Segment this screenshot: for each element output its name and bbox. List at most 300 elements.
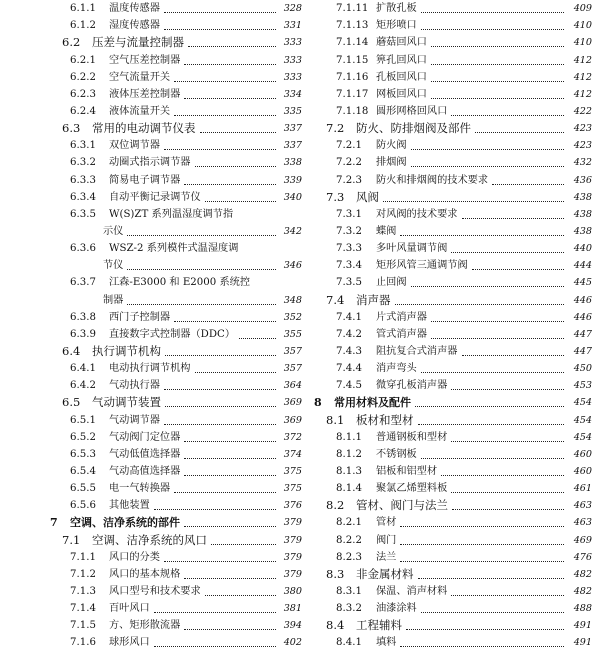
toc-entry-number: 7.3.1: [336, 208, 362, 220]
toc-entry-title: 保温、消声材料: [376, 585, 448, 597]
dot-leader: [421, 458, 564, 459]
dot-leader: [184, 64, 276, 65]
toc-entry[interactable]: [0, 274, 302, 291]
toc-entry-page: 328: [283, 3, 302, 15]
dot-leader: [205, 201, 276, 202]
toc-entry-number: 6.1.1: [70, 3, 96, 15]
toc-entry[interactable]: [0, 240, 302, 257]
toc-entry[interactable]: [304, 137, 600, 154]
toc-entry[interactable]: [0, 0, 302, 17]
dot-leader: [400, 561, 564, 562]
toc-entry-title: 圆形网格回风口: [376, 105, 448, 117]
toc-entry-number: 6.3.1: [70, 140, 96, 152]
toc-entry[interactable]: [0, 17, 302, 34]
toc-entry-title: 排烟阀: [376, 157, 407, 169]
toc-entry-page: 335: [283, 105, 302, 117]
toc-entry-page: 348: [283, 294, 302, 306]
toc-entry[interactable]: [0, 566, 302, 583]
toc-entry[interactable]: [304, 0, 600, 17]
toc-entry-title: 板材和型材: [356, 412, 414, 427]
toc-entry-title: 直接数字式控制器（DDC）: [109, 328, 236, 340]
toc-entry-page: 410: [573, 37, 592, 49]
toc-entry-page: 482: [573, 585, 592, 597]
toc-entry-title: 方、矩形散流器: [109, 620, 181, 632]
toc-entry[interactable]: [0, 154, 302, 171]
toc-entry[interactable]: [304, 394, 600, 411]
toc-entry-title: 非金属材料: [356, 566, 414, 581]
toc-entry-number: 7.1.18: [336, 105, 369, 117]
toc-entry-number: 7.1.13: [336, 20, 369, 32]
dot-leader: [205, 595, 276, 596]
toc-entry[interactable]: [0, 51, 302, 68]
toc-entry[interactable]: [0, 600, 302, 617]
toc-entry-number: 7.4.2: [336, 328, 362, 340]
toc-entry-page: 491: [573, 620, 592, 632]
toc-entry-number: 6.3.4: [70, 191, 96, 203]
toc-entry-title: 气动调节装置: [92, 395, 161, 410]
toc-entry-number: 6.3.9: [70, 328, 96, 340]
toc-entry[interactable]: [304, 291, 600, 308]
toc-entry-number: 6.4.2: [70, 380, 96, 392]
toc-entry[interactable]: [304, 206, 600, 223]
toc-entry-title: 矩形风管三通调节阀: [376, 260, 468, 272]
toc-entry-page: 369: [283, 414, 302, 426]
toc-entry-number: 6.3.3: [70, 174, 96, 186]
toc-entry-title: 湿度传感器: [109, 20, 160, 32]
toc-entry-title: 空气压差控制器: [109, 54, 181, 66]
toc-entry-title: 消声弯头: [376, 363, 417, 375]
dot-leader: [451, 492, 564, 493]
dot-leader: [184, 578, 276, 579]
toc-entry[interactable]: [0, 223, 302, 240]
toc-entry[interactable]: [0, 429, 302, 446]
toc-entry[interactable]: [304, 360, 600, 377]
toc-entry[interactable]: [304, 343, 600, 360]
toc-entry-page: 454: [573, 414, 592, 426]
dot-leader: [431, 64, 564, 65]
toc-entry-page: 409: [573, 3, 592, 15]
dot-leader: [418, 578, 565, 579]
dot-leader: [451, 115, 564, 116]
toc-entry-title: 风口的分类: [109, 551, 160, 563]
toc-entry-title: 节仪: [103, 260, 124, 272]
toc-entry-number: 7.4.4: [336, 363, 362, 375]
toc-entry[interactable]: [0, 463, 302, 480]
dot-leader: [462, 355, 565, 356]
toc-entry-number: 8.3: [326, 566, 345, 581]
dot-leader: [154, 509, 276, 510]
toc-entry-title: 防火阀: [376, 140, 407, 152]
toc-entry[interactable]: [304, 120, 600, 137]
dot-leader: [200, 132, 277, 133]
toc-entry-title: 风阀: [356, 189, 379, 204]
toc-entry[interactable]: [304, 566, 600, 583]
toc-entry-number: 6.5: [62, 395, 81, 410]
dot-leader: [127, 269, 276, 270]
toc-entry-page: 460: [573, 448, 592, 460]
toc-entry[interactable]: [304, 514, 600, 531]
toc-entry[interactable]: [304, 463, 600, 480]
toc-entry-title: 多叶风量调节阀: [376, 243, 448, 255]
toc-entry[interactable]: [304, 429, 600, 446]
toc-entry-page: 339: [283, 174, 302, 186]
toc-entry[interactable]: [0, 309, 302, 326]
toc-entry-number: 8.1.1: [336, 431, 362, 443]
toc-entry-number: 6.3.5: [70, 208, 96, 220]
toc-entry-title: 西门子控制器: [109, 311, 171, 323]
dot-leader: [184, 475, 276, 476]
toc-entry-title: 空调、洁净系统的部件: [70, 516, 180, 530]
toc-entry-title: 管材: [376, 517, 397, 529]
toc-entry-page: 463: [573, 517, 592, 529]
toc-entry-number: 8.2.2: [336, 534, 362, 546]
toc-entry-title: 电一气转换器: [109, 483, 171, 495]
toc-entry-page: 453: [573, 380, 592, 392]
toc-entry-title: 江森-E3000 和 E2000 系统控: [109, 277, 251, 289]
dot-leader: [431, 98, 564, 99]
toc-entry-page: 476: [573, 551, 592, 563]
dot-leader: [184, 98, 276, 99]
toc-entry-title: 管式消声器: [376, 328, 427, 340]
dot-leader: [400, 544, 564, 545]
toc-entry-page: 402: [283, 637, 302, 649]
toc-entry[interactable]: [304, 171, 600, 188]
toc-entry-number: 6.5.1: [70, 414, 96, 426]
dot-leader: [431, 321, 564, 322]
toc-entry-page: 379: [283, 568, 302, 580]
toc-entry-title: 管材、阀门与法兰: [356, 498, 448, 513]
toc-entry-number: 7.1: [62, 532, 81, 547]
dot-leader: [421, 29, 564, 30]
dot-leader: [383, 201, 564, 202]
toc-entry[interactable]: [304, 240, 600, 257]
toc-entry-page: 394: [283, 620, 302, 632]
toc-entry-page: 380: [283, 585, 302, 597]
toc-entry-number: 6.2: [62, 35, 81, 50]
dot-leader: [462, 218, 565, 219]
dot-leader: [451, 252, 564, 253]
toc-entry-title: 蝶阀: [376, 225, 397, 237]
toc-entry-title: 防火和排烟阀的技术要求: [376, 174, 489, 186]
toc-entry-number: 8.2: [326, 498, 345, 513]
toc-entry[interactable]: [304, 51, 600, 68]
toc-entry[interactable]: [0, 343, 302, 360]
toc-entry[interactable]: [0, 120, 302, 137]
toc-entry-title: 对风阀的技术要求: [376, 208, 458, 220]
toc-entry[interactable]: [304, 480, 600, 497]
toc-entry-page: 463: [573, 500, 592, 512]
toc-entry-title: 动圈式指示调节器: [109, 157, 191, 169]
toc-entry-page: 444: [573, 260, 592, 272]
toc-entry-page: 375: [283, 483, 302, 495]
toc-entry-title: 气动低值选择器: [109, 448, 181, 460]
toc-entry-page: 445: [573, 277, 592, 289]
toc-entry[interactable]: [0, 394, 302, 411]
toc-entry-number: 7.2.1: [336, 140, 362, 152]
toc-entry[interactable]: [304, 583, 600, 600]
toc-entry[interactable]: [0, 514, 302, 531]
toc-entry-title: 防火、防排烟阀及部件: [356, 121, 471, 136]
toc-entry-title: 工程辅料: [356, 618, 402, 633]
toc-entry-title: 自动平衡记录调节仪: [109, 191, 201, 203]
toc-entry[interactable]: [304, 34, 600, 51]
toc-entry-number: 8.2.1: [336, 517, 362, 529]
toc-entry-number: 7.4.5: [336, 380, 362, 392]
toc-entry-number: 8.1: [326, 412, 345, 427]
dot-leader: [451, 441, 564, 442]
dot-leader: [154, 646, 276, 647]
toc-entry[interactable]: [0, 103, 302, 120]
toc-entry-page: 488: [573, 603, 592, 615]
toc-entry-title: 矩形喷口: [376, 20, 417, 32]
dot-leader: [472, 269, 564, 270]
toc-entry-title: 箅孔回风口: [376, 54, 427, 66]
toc-entry-page: 446: [573, 294, 592, 306]
toc-entry[interactable]: [0, 137, 302, 154]
toc-entry-title: 蘑菇回风口: [376, 37, 427, 49]
toc-entry[interactable]: [304, 257, 600, 274]
toc-entry-number: 7.1.4: [70, 603, 96, 615]
dot-leader: [400, 646, 564, 647]
dot-leader: [406, 629, 564, 630]
dot-leader: [188, 46, 276, 47]
toc-entry-title: 压差与流量控制器: [92, 35, 184, 50]
toc-entry[interactable]: [0, 446, 302, 463]
toc-entry[interactable]: [0, 69, 302, 86]
toc-entry-number: 8.3.2: [336, 603, 362, 615]
toc-entry-number: 6.3.7: [70, 277, 96, 289]
dot-leader: [421, 12, 564, 13]
toc-entry-number: 8.4: [326, 618, 345, 633]
toc-entry-title: 消声器: [356, 292, 391, 307]
toc-entry-page: 410: [573, 20, 592, 32]
toc-entry-number: 6.2.1: [70, 54, 96, 66]
dot-leader: [239, 338, 276, 339]
toc-entry-page: 447: [573, 345, 592, 357]
toc-entry-page: 436: [573, 174, 592, 186]
toc-right-column: [304, 0, 600, 651]
toc-entry[interactable]: [304, 326, 600, 343]
toc-entry[interactable]: [0, 411, 302, 428]
toc-entry-page: 369: [283, 397, 302, 409]
toc-entry-number: 6.2.4: [70, 105, 96, 117]
toc-entry[interactable]: [304, 17, 600, 34]
toc-entry-number: 7.1.3: [70, 585, 96, 597]
dot-leader: [174, 492, 276, 493]
toc-entry-title: 制器: [103, 294, 124, 306]
dot-leader: [165, 406, 276, 407]
toc-entry-page: 357: [283, 345, 302, 357]
toc-entry[interactable]: [0, 171, 302, 188]
dot-leader: [475, 132, 564, 133]
toc-entry-page: 438: [573, 225, 592, 237]
toc-entry[interactable]: [0, 617, 302, 634]
toc-entry[interactable]: [0, 583, 302, 600]
toc-entry-number: 6.5.6: [70, 500, 96, 512]
dot-leader: [421, 612, 564, 613]
toc-entry-page: 381: [283, 603, 302, 615]
toc-entry[interactable]: [304, 274, 600, 291]
toc-entry-number: 6.3.8: [70, 311, 96, 323]
toc-entry-number: 7.2: [326, 121, 345, 136]
toc-entry[interactable]: [0, 377, 302, 394]
toc-entry-number: 6.4.1: [70, 363, 96, 375]
toc-entry-title: 阀门: [376, 534, 397, 546]
dot-leader: [164, 149, 276, 150]
toc-entry[interactable]: [304, 69, 600, 86]
toc-entry-number: 6.5.4: [70, 465, 96, 477]
toc-entry-page: 450: [573, 363, 592, 375]
toc-entry-number: 7.1.1: [70, 551, 96, 563]
toc-entry-title: 填料: [376, 637, 397, 649]
dot-leader: [431, 46, 564, 47]
toc-entry-page: 352: [283, 311, 302, 323]
toc-entry-title: 空气流量开关: [109, 71, 171, 83]
toc-entry-page: 423: [573, 123, 592, 135]
toc-entry-number: 8.3.1: [336, 585, 362, 597]
toc-entry-title: 孔板回风口: [376, 71, 427, 83]
toc-entry-number: 6.2.3: [70, 88, 96, 100]
toc-entry[interactable]: [304, 86, 600, 103]
toc-entry[interactable]: [0, 291, 302, 308]
toc-entry-number: 7.3.3: [336, 243, 362, 255]
toc-entry-page: 482: [573, 568, 592, 580]
toc-entry-page: 447: [573, 328, 592, 340]
toc-entry-title: 不锈钢板: [376, 448, 417, 460]
dot-leader: [411, 286, 564, 287]
toc-entry-title: 气动阀门定位器: [109, 431, 181, 443]
dot-leader: [164, 561, 276, 562]
toc-entry[interactable]: [304, 103, 600, 120]
toc-entry-number: 6.1.2: [70, 20, 96, 32]
toc-entry-number: 7.2.2: [336, 157, 362, 169]
toc-entry-page: 446: [573, 311, 592, 323]
toc-entry-title: 简易电子调节器: [109, 174, 181, 186]
toc-entry-title: 常用材料及配件: [334, 396, 411, 410]
toc-entry-number: 6.3.2: [70, 157, 96, 169]
toc-entry-number: 7.4: [326, 292, 345, 307]
toc-entry[interactable]: [304, 549, 600, 566]
toc-entry-title: 聚氯乙烯塑料板: [376, 483, 448, 495]
toc-entry[interactable]: [304, 189, 600, 206]
toc-entry-title: 电动执行调节机构: [109, 363, 191, 375]
dot-leader: [174, 321, 276, 322]
toc-entry[interactable]: [304, 634, 600, 651]
toc-entry-number: 7.1.16: [336, 71, 369, 83]
toc-entry-title: 风口的基本规格: [109, 568, 181, 580]
toc-entry-number: 7.3.2: [336, 225, 362, 237]
toc-entry[interactable]: [0, 326, 302, 343]
toc-entry-page: 342: [283, 225, 302, 237]
dot-leader: [165, 355, 276, 356]
dot-leader: [400, 235, 564, 236]
toc-entry-page: 357: [283, 363, 302, 375]
toc-entry-page: 333: [283, 54, 302, 66]
toc-entry-number: 7.1.2: [70, 568, 96, 580]
toc-entry-page: 438: [573, 191, 592, 203]
toc-entry-number: 7.1.11: [336, 3, 369, 15]
toc-entry[interactable]: [304, 600, 600, 617]
dot-leader: [451, 389, 564, 390]
toc-entry-title: 液体压差控制器: [109, 88, 181, 100]
toc-entry[interactable]: [304, 531, 600, 548]
toc-entry-number: 7: [50, 516, 58, 530]
toc-entry-page: 422: [573, 105, 592, 117]
toc-entry-page: 334: [283, 88, 302, 100]
toc-entry-number: 8.1.2: [336, 448, 362, 460]
toc-entry-title: 片式消声器: [376, 311, 427, 323]
toc-entry[interactable]: [304, 154, 600, 171]
toc-entry-title: 止回阀: [376, 277, 407, 289]
dot-leader: [415, 406, 564, 407]
toc-entry-title: 执行调节机构: [92, 343, 161, 358]
toc-entry-title: 风口型号和技术要求: [109, 585, 201, 597]
toc-entry-title: 百叶风口: [109, 603, 150, 615]
dot-leader: [164, 389, 276, 390]
toc-entry[interactable]: [304, 309, 600, 326]
toc-entry-page: 346: [283, 260, 302, 272]
toc-entry[interactable]: [0, 360, 302, 377]
toc-entry[interactable]: [0, 86, 302, 103]
toc-entry-number: 7.3: [326, 189, 345, 204]
toc-entry-title: 网板回风口: [376, 88, 427, 100]
toc-entry[interactable]: [0, 257, 302, 274]
toc-entry-number: 8.1.3: [336, 465, 362, 477]
toc-entry-title: 油漆涂料: [376, 603, 417, 615]
toc-entry[interactable]: [0, 189, 302, 206]
toc-entry-number: 8.4.1: [336, 637, 362, 649]
toc-entry-title: 常用的电动调节仪表: [92, 121, 196, 136]
toc-entry-page: 440: [573, 243, 592, 255]
toc-entry[interactable]: [0, 634, 302, 651]
dot-leader: [174, 81, 276, 82]
toc-entry[interactable]: [0, 206, 302, 223]
toc-entry-number: 7.3.4: [336, 260, 362, 272]
toc-entry-number: 7.4.1: [336, 311, 362, 323]
toc-entry[interactable]: [304, 446, 600, 463]
toc-entry-title: 双位调节器: [109, 140, 160, 152]
dot-leader: [492, 184, 564, 185]
toc-entry[interactable]: [304, 617, 600, 634]
toc-entry-page: 331: [283, 20, 302, 32]
toc-entry-number: 6.3.6: [70, 243, 96, 255]
toc-entry-title: 法兰: [376, 551, 397, 563]
toc-entry[interactable]: [304, 223, 600, 240]
dot-leader: [211, 544, 276, 545]
toc-entry[interactable]: [0, 531, 302, 548]
toc-entry-title: 空调、洁净系统的风口: [92, 532, 207, 547]
toc-entry-page: 340: [283, 191, 302, 203]
toc-entry-title: 气动高值选择器: [109, 465, 181, 477]
toc-entry[interactable]: [304, 411, 600, 428]
toc-entry-page: 454: [573, 397, 592, 409]
toc-entry-title: WSZ-2 系列模件式温湿度调: [109, 243, 239, 255]
toc-entry-number: 7.3.5: [336, 277, 362, 289]
toc-entry-number: 6.4: [62, 343, 81, 358]
toc-entry[interactable]: [0, 480, 302, 497]
toc-entry[interactable]: [0, 549, 302, 566]
dot-leader: [154, 612, 276, 613]
toc-entry-title: W(S)ZT 系列温湿度调节指: [109, 208, 234, 220]
toc-entry[interactable]: [304, 377, 600, 394]
dot-leader: [451, 595, 564, 596]
toc-entry[interactable]: [304, 497, 600, 514]
toc-entry-title: 普通钢板和型材: [376, 431, 448, 443]
toc-entry[interactable]: [0, 497, 302, 514]
toc-entry-page: 461: [573, 483, 592, 495]
toc-entry[interactable]: [0, 34, 302, 51]
dot-leader: [184, 184, 276, 185]
